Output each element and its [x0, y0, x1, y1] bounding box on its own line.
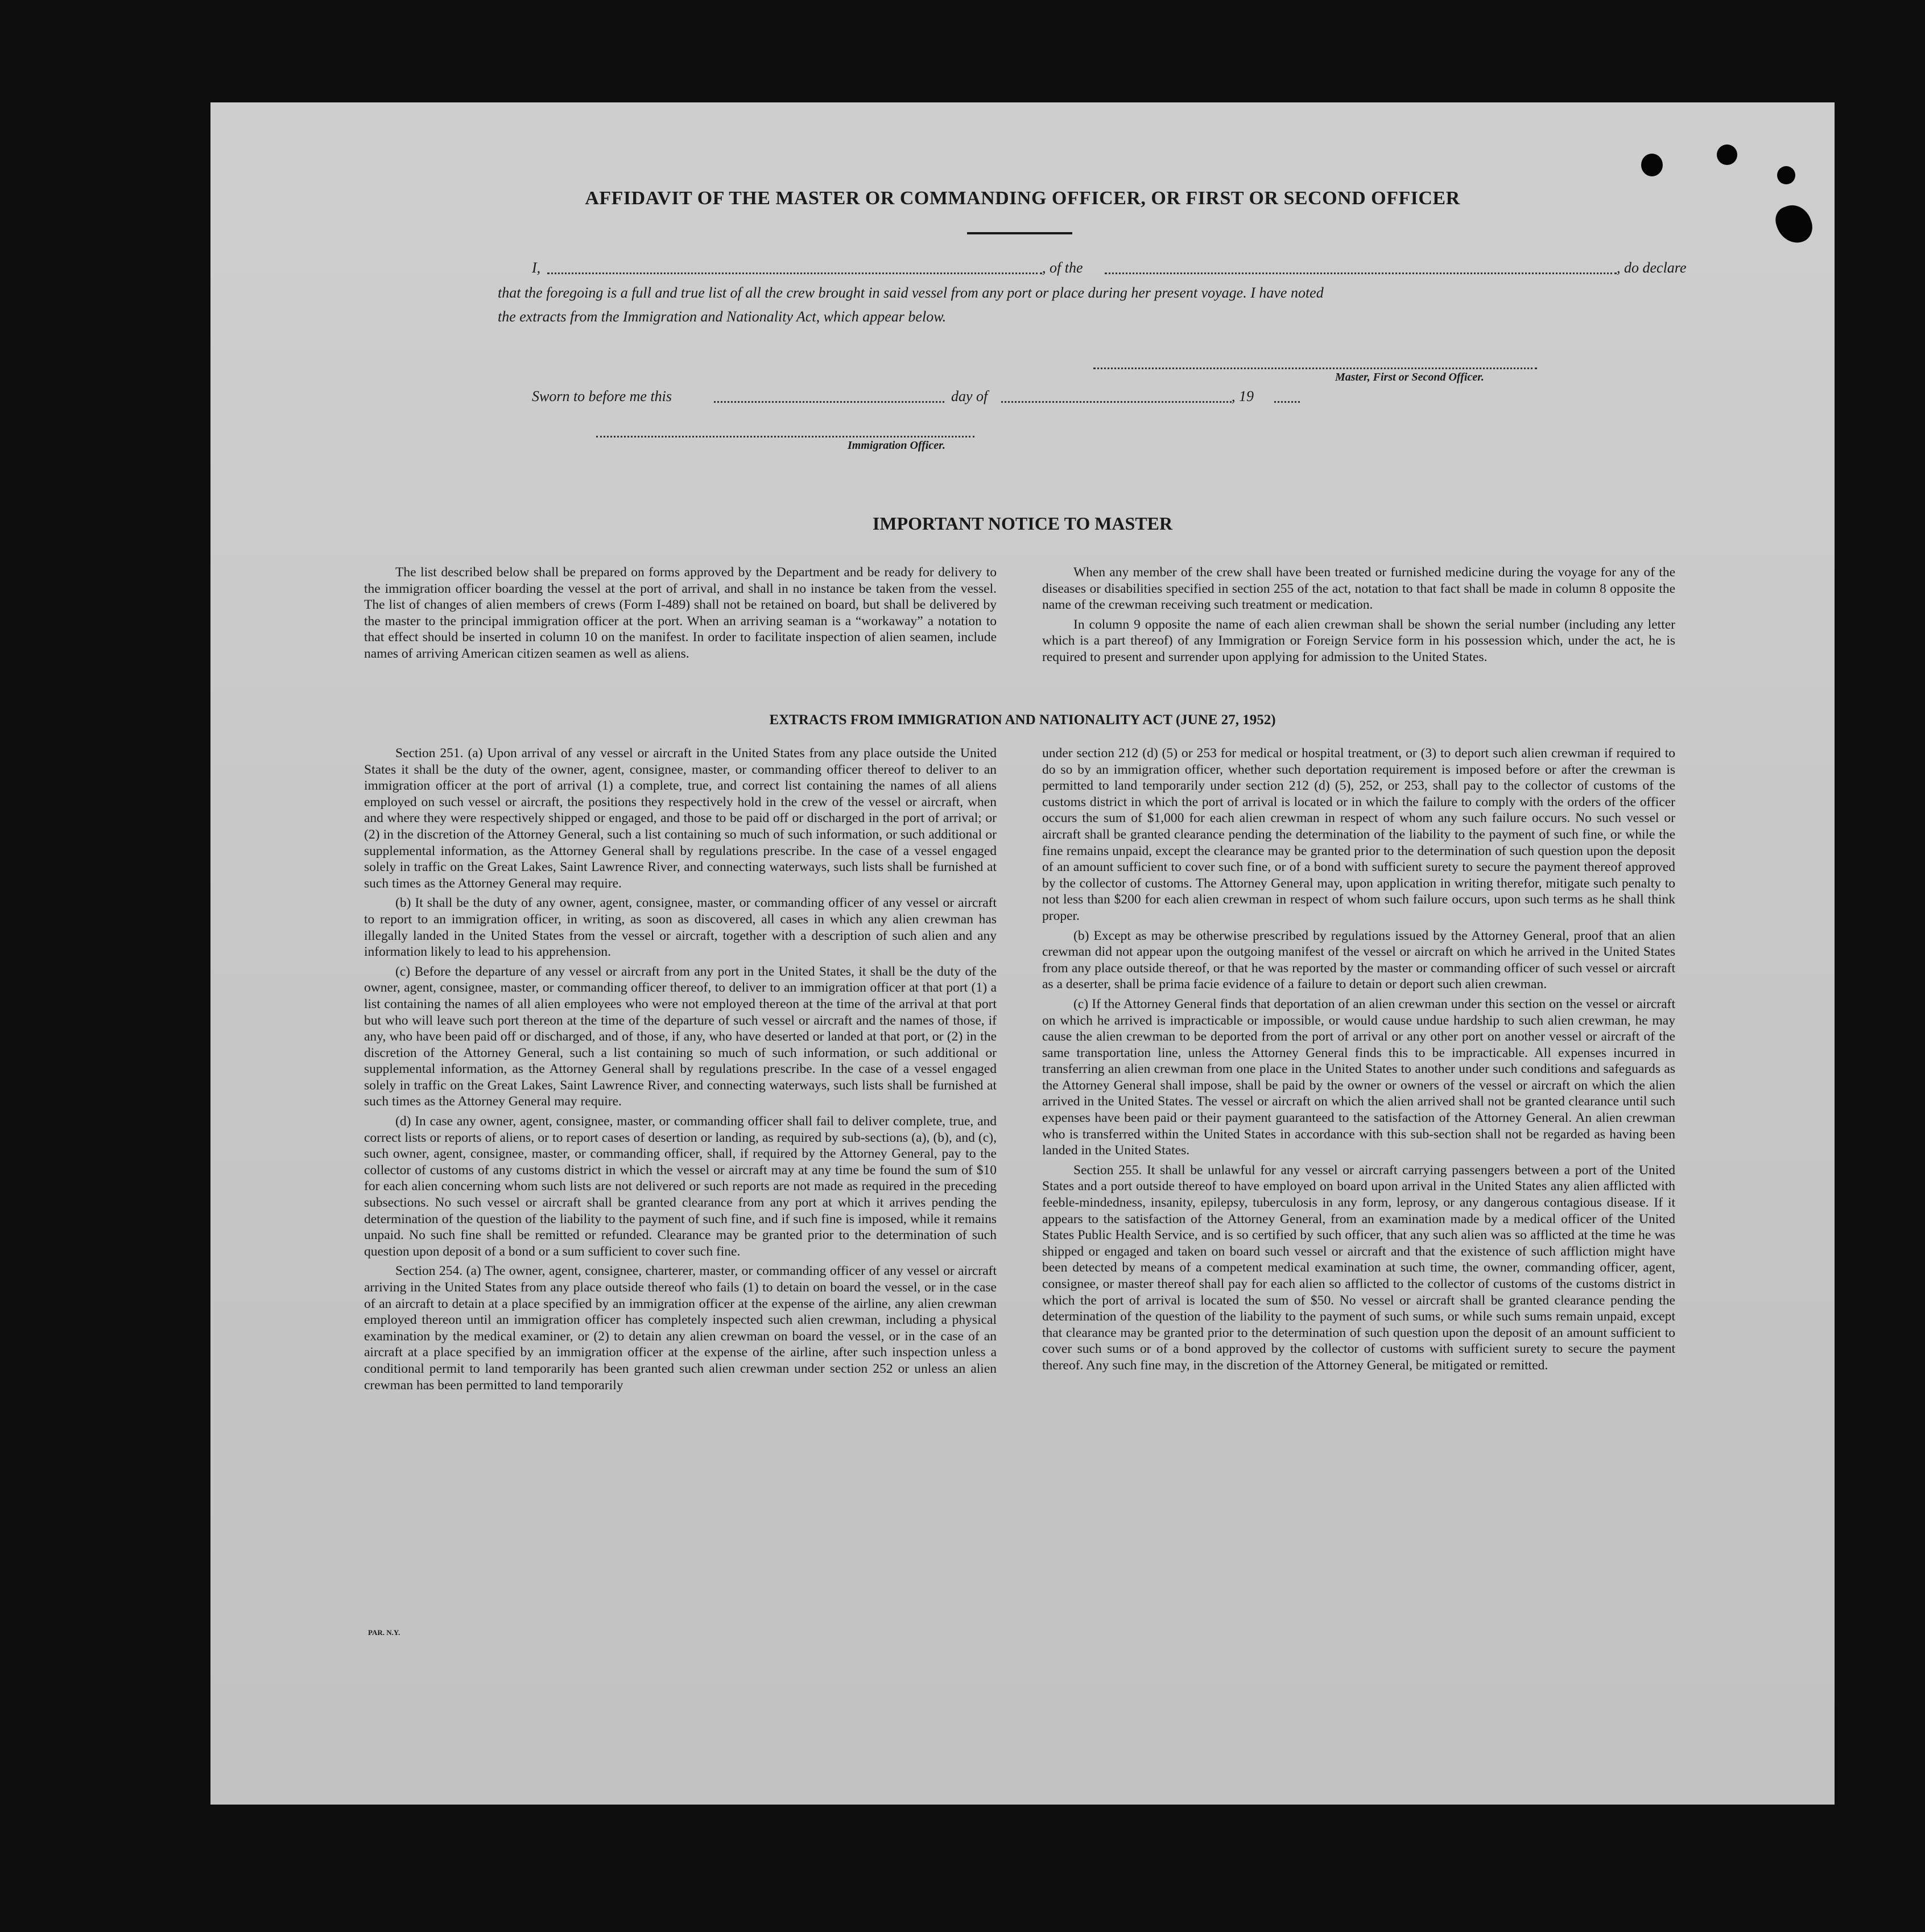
sworn-prefix: Sworn to before me this [532, 388, 672, 404]
section-paragraph: Section 255. It shall be unlawful for any vessel or aircraft carrying passengers between a port of the United States and a port outside thereof to have employed on board upon arrival in the United States any alien afflicted with feeble-mindedness, insanity, epilepsy, tuberculosis in any form, leprosy, or any dangerous contagious disease. If it appears to the satisfaction of the Attorney General, from an examination made by a medical officer of the United States Public Health Service, and is so certified by such officer, that any such alien was so afflicted at the time he was shipped or engaged and taken on board such vessel or aircraft and that the existence of such affliction might have been detected by means of a competent medical examination at such time, the owner, commanding officer, agent, consignee, or master thereof shall pay for each alien so afflicted to the collector of customs of the customs district in which the port of arrival is located the sum of $50. No vessel or aircraft shall be granted clearance pending the determination of the question of the liability to the payment of such sums, or while such sums remain unpaid, except that clearance may be granted prior to the determination of such question upon the deposit of an amount sufficient to cover such sums or of a bond approved by the collector of customs with sufficient surety to secure the payment thereof. Any such fine may, in the discretion of the Attorney General, be mitigated or remitted. [1042, 1162, 1675, 1373]
printer-mark: PAR. N.Y. [368, 1628, 400, 1637]
section-paragraph: (d) In case any owner, agent, consignee, master, or commanding officer shall fail to deliver complete, true, and correct lists or reports of aliens, or to report cases of desertion or landing, as required by sub-sections (a), (b), and (c), such owner, agent, consignee, master, or commanding officer, shall, if required by the Attorney General, pay to the collector of customs of any customs district in which the vessel or aircraft may at any time be found the sum of $10 for each alien concerning whom such lists are not delivered or such reports are not made as required in the preceding subsections. No such vessel or aircraft shall be granted clearance from any port at which it arrives pending the determination of the question of the liability to the payment of such fine, and if such fine is imposed, while it remains unpaid. No such fine shall be remitted or refunded. Clearance may be granted prior to the determination of such question upon deposit of a bond or a sum sufficient to cover such fine. [364, 1114, 997, 1259]
declaration-line-3: the extracts from the Immigration and Nationality Act, which appear below. [498, 308, 947, 325]
section-paragraph: under section 212 (d) (5) or 253 for medical or hospital treatment, or (3) to deport such alien crewman if required to do so by an immigration officer, whether such deportation requirement is imposed before or after the crewman is permitted to land temporarily under section 212 (d) (5), 252, or 253, shall pay to the collector of customs of the customs district in which the port of arrival is located or in which the failure to comply with the orders of the officer occurs the sum of $1,000 for each alien crewman in respect of whom any such failure occurs. No such vessel or aircraft shall be granted clearance pending the determination of the liability to the payment of such fine, or while the fine remains unpaid, except the clearance may be granted prior to the determination of such question upon the deposit of an amount sufficient to cover such fine, or of a bond with sufficient surety to secure the payment thereof approved by the collector of customs. The Attorney General may, upon application in writing therefor, mitigate such penalty to not less than $200 for each alien crewman in respect of whom such failure occurs, upon such terms as he shall think proper. [1042, 746, 1675, 923]
section-paragraph: (b) Except as may be otherwise prescribed by regulations issued by the Attorney General, proof that an alien crewman did not appear upon the outgoing manifest of the vessel or aircraft on which he arrived in the United States from any place outside thereof, or that he was reported by the master or commanding officer of such vessel or aircraft as a deserter, shall be prima facie evidence of a failure to detain or deport such alien crewman. [1042, 928, 1675, 992]
vessel-blank[interactable] [1105, 273, 1617, 274]
sworn-year: , 19 [1232, 388, 1254, 404]
notice-title: IMPORTANT NOTICE TO MASTER [872, 513, 1173, 534]
notice-left-column [364, 564, 997, 662]
sworn-year-blank[interactable] [1274, 401, 1300, 403]
declaration-i: I, [532, 259, 541, 276]
extracts-right-column [1042, 745, 1675, 1374]
notice-paragraph: When any member of the crew shall have been treated or furnished medicine during the voyage for any of the diseases or disabilities specified in section 255 of the act, notation to that fact shall be made in column 8 opposite the name of the crewman receiving such treatment or medication. [1042, 565, 1675, 613]
sworn-day-of: day of [951, 388, 988, 404]
punch-hole [1777, 166, 1795, 184]
section-paragraph: Section 254. (a) The owner, agent, consignee, charterer, master, or commanding officer of any vessel or aircraft arriving in the United States from any place outside thereof who fails (1) to detain on board the vessel, or in the case of an aircraft to detain at a place specified by an immigration officer at the expense of the airline, any alien crewman employed thereon until an immigration officer has completely inspected such alien crewman, including a physical examination by the medical examiner, or (2) to detain any alien crewman on board the vessel, or in the case of an aircraft at a place specified by an immigration officer at the expense of the airline, after such inspection unless a conditional permit to land temporarily has been granted such alien crewman under section 252 or unless an alien crewman has been permitted to land temporarily [364, 1264, 997, 1393]
notice-right-column [1042, 564, 1675, 666]
declaration-line-2: that the foregoing is a full and true list of all the crew brought in said vessel from any port or place during her present voyage. I have noted [498, 284, 1324, 301]
officer-signature-line[interactable] [596, 436, 974, 437]
notice-paragraph: In column 9 opposite the name of each alien crewman shall be shown the serial number (including any letter which is a part thereof) of any Immigration or Foreign Service form in his possession which, under the act, he is required to present and surrender upon applying for admission to the United States. [1042, 617, 1675, 664]
extracts-title: EXTRACTS FROM IMMIGRATION AND NATIONALITY ACT (JUNE 27, 1952) [769, 712, 1276, 728]
punch-hole [1717, 145, 1737, 165]
section-paragraph: (c) If the Attorney General finds that deportation of an alien crewman under this section on the vessel or aircraft on which he arrived is impracticable or impossible, or would cause undue hardship to such alien crewman, he may cause the alien crewman to be deported from the port of arrival or any other port on another vessel or aircraft of the same transportation line, unless the Attorney General finds this to be impracticable. All expenses incurred in transferring an alien crewman from one place in the United States to another under such conditions and safeguards as the Attorney General shall impose, shall be paid by the owner or owners of the vessel or aircraft on which the alien arrived in the United States. The vessel or aircraft on which the alien arrived shall not be granted clearance until such expenses have been paid or their payment guaranteed to the satisfaction of the Attorney General. An alien crewman who is transferred within the United States in accordance with this sub-section shall not be regarded as having been landed in the United States. [1042, 996, 1675, 1158]
notice-paragraph: The list described below shall be prepared on forms approved by the Department and be ready for delivery to the immigration officer boarding the vessel at the port of arrival, and shall in no instance be taken from the vessel. The list of changes of alien members of crews (Form I-489) shall not be retained on board, but shall be delivered by the master to the principal immigration officer at the port. When an arriving seaman is a “workaway” a notation to that effect should be inserted in column 10 on the manifest. In order to facilitate inspection of alien seamen, include names of arriving American citizen seamen as well as aliens. [364, 565, 997, 661]
section-paragraph: Section 251. (a) Upon arrival of any vessel or aircraft in the United States from any place outside the United States it shall be the duty of the owner, agent, consignee, master, or commanding officer thereof to deliver to an immigration officer at the port of arrival (1) a complete, true, and correct list containing the names of all aliens employed on such vessel or aircraft, the positions they respectively hold in the crew of the vessel or aircraft, when and where they were respectively shipped or engaged, and those to be paid off or discharged in the port of arrival; or (2) in the discretion of the Attorney General, such a list containing so much of such information, or such additional or supplemental information, as the Attorney General shall by regulations prescribe. In the case of a vessel engaged solely in traffic on the Great Lakes, Saint Lawrence River, and connecting waterways, such lists shall be furnished at such times as the Attorney General may require. [364, 746, 997, 891]
master-signature-label: Master, First or Second Officer. [1335, 371, 1484, 383]
declaration-of-the: , of the [1042, 259, 1083, 276]
document-page [210, 102, 1835, 1805]
officer-signature-label: Immigration Officer. [848, 439, 945, 452]
master-signature-line[interactable] [1093, 368, 1537, 369]
sworn-month-blank[interactable] [1001, 401, 1232, 403]
affidavit-title: AFFIDAVIT OF THE MASTER OR COMMANDING OFFICER, OR FIRST OR SECOND OFFICER [585, 188, 1460, 209]
extracts-left-column [364, 745, 997, 1393]
punch-hole [1641, 154, 1663, 176]
sworn-day-blank[interactable] [714, 401, 944, 403]
section-paragraph: (c) Before the departure of any vessel or aircraft from any port in the United States, it shall be the duty of the owner, agent, consignee, master, or commanding officer thereof, to deliver to an immigration officer at that port (1) a list containing the names of all alien employees who were not employed thereon at the time of the arrival at that port but who will leave such port thereon at the time of the departure of such vessel or aircraft and the names of those, if any, who have been paid off or discharged, and of those, if any, who have deserted or landed at that port, or (2) in the discretion of the Attorney General, such a list containing so much of such information, or such additional or supplemental information, as the Attorney General shall by regulations prescribe. In the case of a vessel engaged solely in traffic on the Great Lakes, Saint Lawrence River, and connecting waterways, such lists shall be furnished at such times as the Attorney General may require. [364, 964, 997, 1109]
title-underline [967, 232, 1072, 234]
section-paragraph: (b) It shall be the duty of any owner, agent, consignee, master, or commanding officer of any vessel or aircraft to report to an immigration officer, in writing, as soon as discovered, all cases in which any alien crewman has illegally landed in the United States from the vessel or aircraft, together with a description of such alien and any information likely to lead to his apprehension. [364, 895, 997, 960]
declaration-do-declare: , do declare [1617, 259, 1687, 276]
name-blank[interactable] [547, 273, 1042, 274]
